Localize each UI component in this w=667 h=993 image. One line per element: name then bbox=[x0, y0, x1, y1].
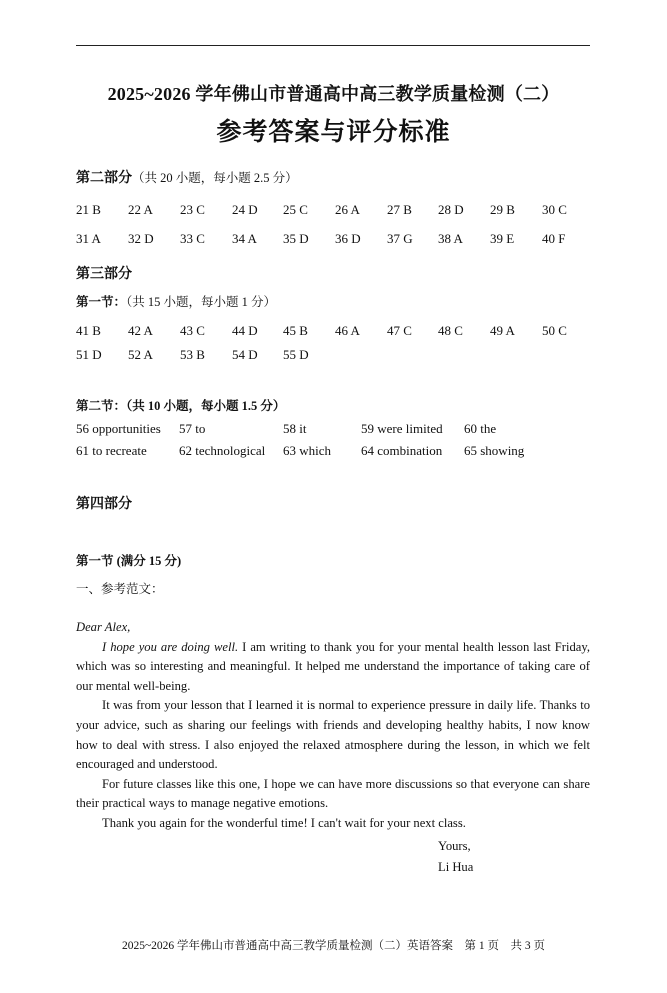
answer-31: 31 A bbox=[76, 231, 101, 246]
letter-paragraph-2: It was from your lesson that I learned it is normal to experience pressure in daily life. Thanks to your advice, such as sharing our feelings with friends and developing healthy habits, I now know how to deal with stress. I also enjoyed the relaxed atmosphere during the lesson, in which we felt encouraged and understood. bbox=[76, 698, 590, 772]
answer-50: 50 C bbox=[542, 323, 567, 338]
answer-57: 57 to bbox=[179, 421, 206, 436]
letter-signature: Li Hua bbox=[438, 860, 474, 874]
answer-61: 61 to recreate bbox=[76, 443, 147, 458]
answer-64: 64 combination bbox=[361, 443, 443, 458]
part3-heading: 第三部分 bbox=[76, 267, 132, 282]
answer-47: 47 C bbox=[387, 323, 412, 338]
answer-38: 38 A bbox=[438, 231, 463, 246]
part2-heading-label: 第二部分 bbox=[76, 171, 132, 186]
letter-salutation: Dear Alex, bbox=[76, 620, 131, 634]
answer-65: 65 showing bbox=[464, 443, 525, 458]
letter-closing-block bbox=[438, 836, 473, 878]
answer-28: 28 D bbox=[438, 202, 464, 217]
sample-letter bbox=[76, 618, 590, 834]
letter-paragraph-3: For future classes like this one, I hope we can have more discussions so that everyone can share their practical ways to manage negative emotions. bbox=[76, 776, 590, 811]
answer-53: 53 B bbox=[180, 347, 205, 362]
answer-23: 23 C bbox=[180, 202, 205, 217]
top-rule bbox=[76, 45, 590, 46]
part4-heading: 第四部分 bbox=[76, 497, 132, 512]
answer-45: 45 B bbox=[283, 323, 308, 338]
answer-56: 56 opportunities bbox=[76, 421, 161, 436]
letter-paragraph-1 bbox=[76, 638, 590, 697]
part2-heading bbox=[76, 167, 298, 187]
answer-63: 63 which bbox=[283, 443, 332, 458]
part3-section1-label: 第一节： bbox=[76, 295, 127, 309]
answer-41: 41 B bbox=[76, 323, 101, 338]
answer-22: 22 A bbox=[128, 202, 153, 217]
page-footer: 2025~2026 学年佛山市普通高中高三教学质量检测（二）英语答案 第 1 页 共 3 页 bbox=[121, 940, 546, 952]
answer-58: 58 it bbox=[283, 421, 307, 436]
answer-25: 25 C bbox=[283, 202, 308, 217]
answer-29: 29 B bbox=[490, 202, 515, 217]
part3-section2-heading: 第二节：（共 10 小题，每小题 1.5 分） bbox=[76, 399, 286, 413]
answer-26: 26 A bbox=[335, 202, 360, 217]
answer-48: 48 C bbox=[438, 323, 463, 338]
answer-51: 51 D bbox=[76, 347, 102, 362]
answer-54: 54 D bbox=[232, 347, 258, 362]
letter-paragraph-4: Thank you again for the wonderful time! I can't wait for your next class. bbox=[102, 815, 466, 830]
sample-essay-label: 一、参考范文： bbox=[76, 582, 164, 596]
answer-key-title: 参考答案与评分标准 bbox=[216, 119, 451, 146]
answer-21: 21 B bbox=[76, 202, 101, 217]
letter-opening-sentence: I hope you are doing well. bbox=[102, 639, 239, 654]
answer-33: 33 C bbox=[180, 231, 205, 246]
answer-62: 62 technological bbox=[179, 443, 266, 458]
answer-40: 40 F bbox=[542, 231, 566, 246]
answer-24: 24 D bbox=[232, 202, 258, 217]
answer-37: 37 G bbox=[387, 231, 413, 246]
answer-34: 34 A bbox=[232, 231, 257, 246]
answer-52: 52 A bbox=[128, 347, 153, 362]
part3-section1-note: （共 15 小题，每小题 1 分） bbox=[126, 295, 277, 309]
part4-section1-heading: 第一节 (满分 15 分) bbox=[76, 554, 182, 568]
part3-section1-heading bbox=[76, 292, 276, 310]
answer-60: 60 the bbox=[464, 421, 497, 436]
exam-title: 2025~2026 学年佛山市普通高中高三教学质量检测（二） bbox=[107, 84, 560, 104]
answer-27: 27 B bbox=[387, 202, 412, 217]
letter-closing: Yours, bbox=[438, 839, 471, 853]
answer-35: 35 D bbox=[283, 231, 309, 246]
answer-36: 36 D bbox=[335, 231, 361, 246]
answer-39: 39 E bbox=[490, 231, 515, 246]
answer-55: 55 D bbox=[283, 347, 309, 362]
answer-49: 49 A bbox=[490, 323, 515, 338]
answer-42: 42 A bbox=[128, 323, 153, 338]
answer-32: 32 D bbox=[128, 231, 154, 246]
part2-note: （共 20 小题，每小题 2.5 分） bbox=[132, 171, 298, 185]
answer-43: 43 C bbox=[180, 323, 205, 338]
answer-44: 44 D bbox=[232, 323, 258, 338]
answer-59: 59 were limited bbox=[361, 421, 443, 436]
letter-paragraph-1-text: I am writing to thank you for your mental health lesson last Friday, which was so interesting and meaningful. It helped me understand the importance of taking care of our mental well-being. bbox=[76, 639, 590, 693]
answer-30: 30 C bbox=[542, 202, 567, 217]
answer-46: 46 A bbox=[335, 323, 360, 338]
